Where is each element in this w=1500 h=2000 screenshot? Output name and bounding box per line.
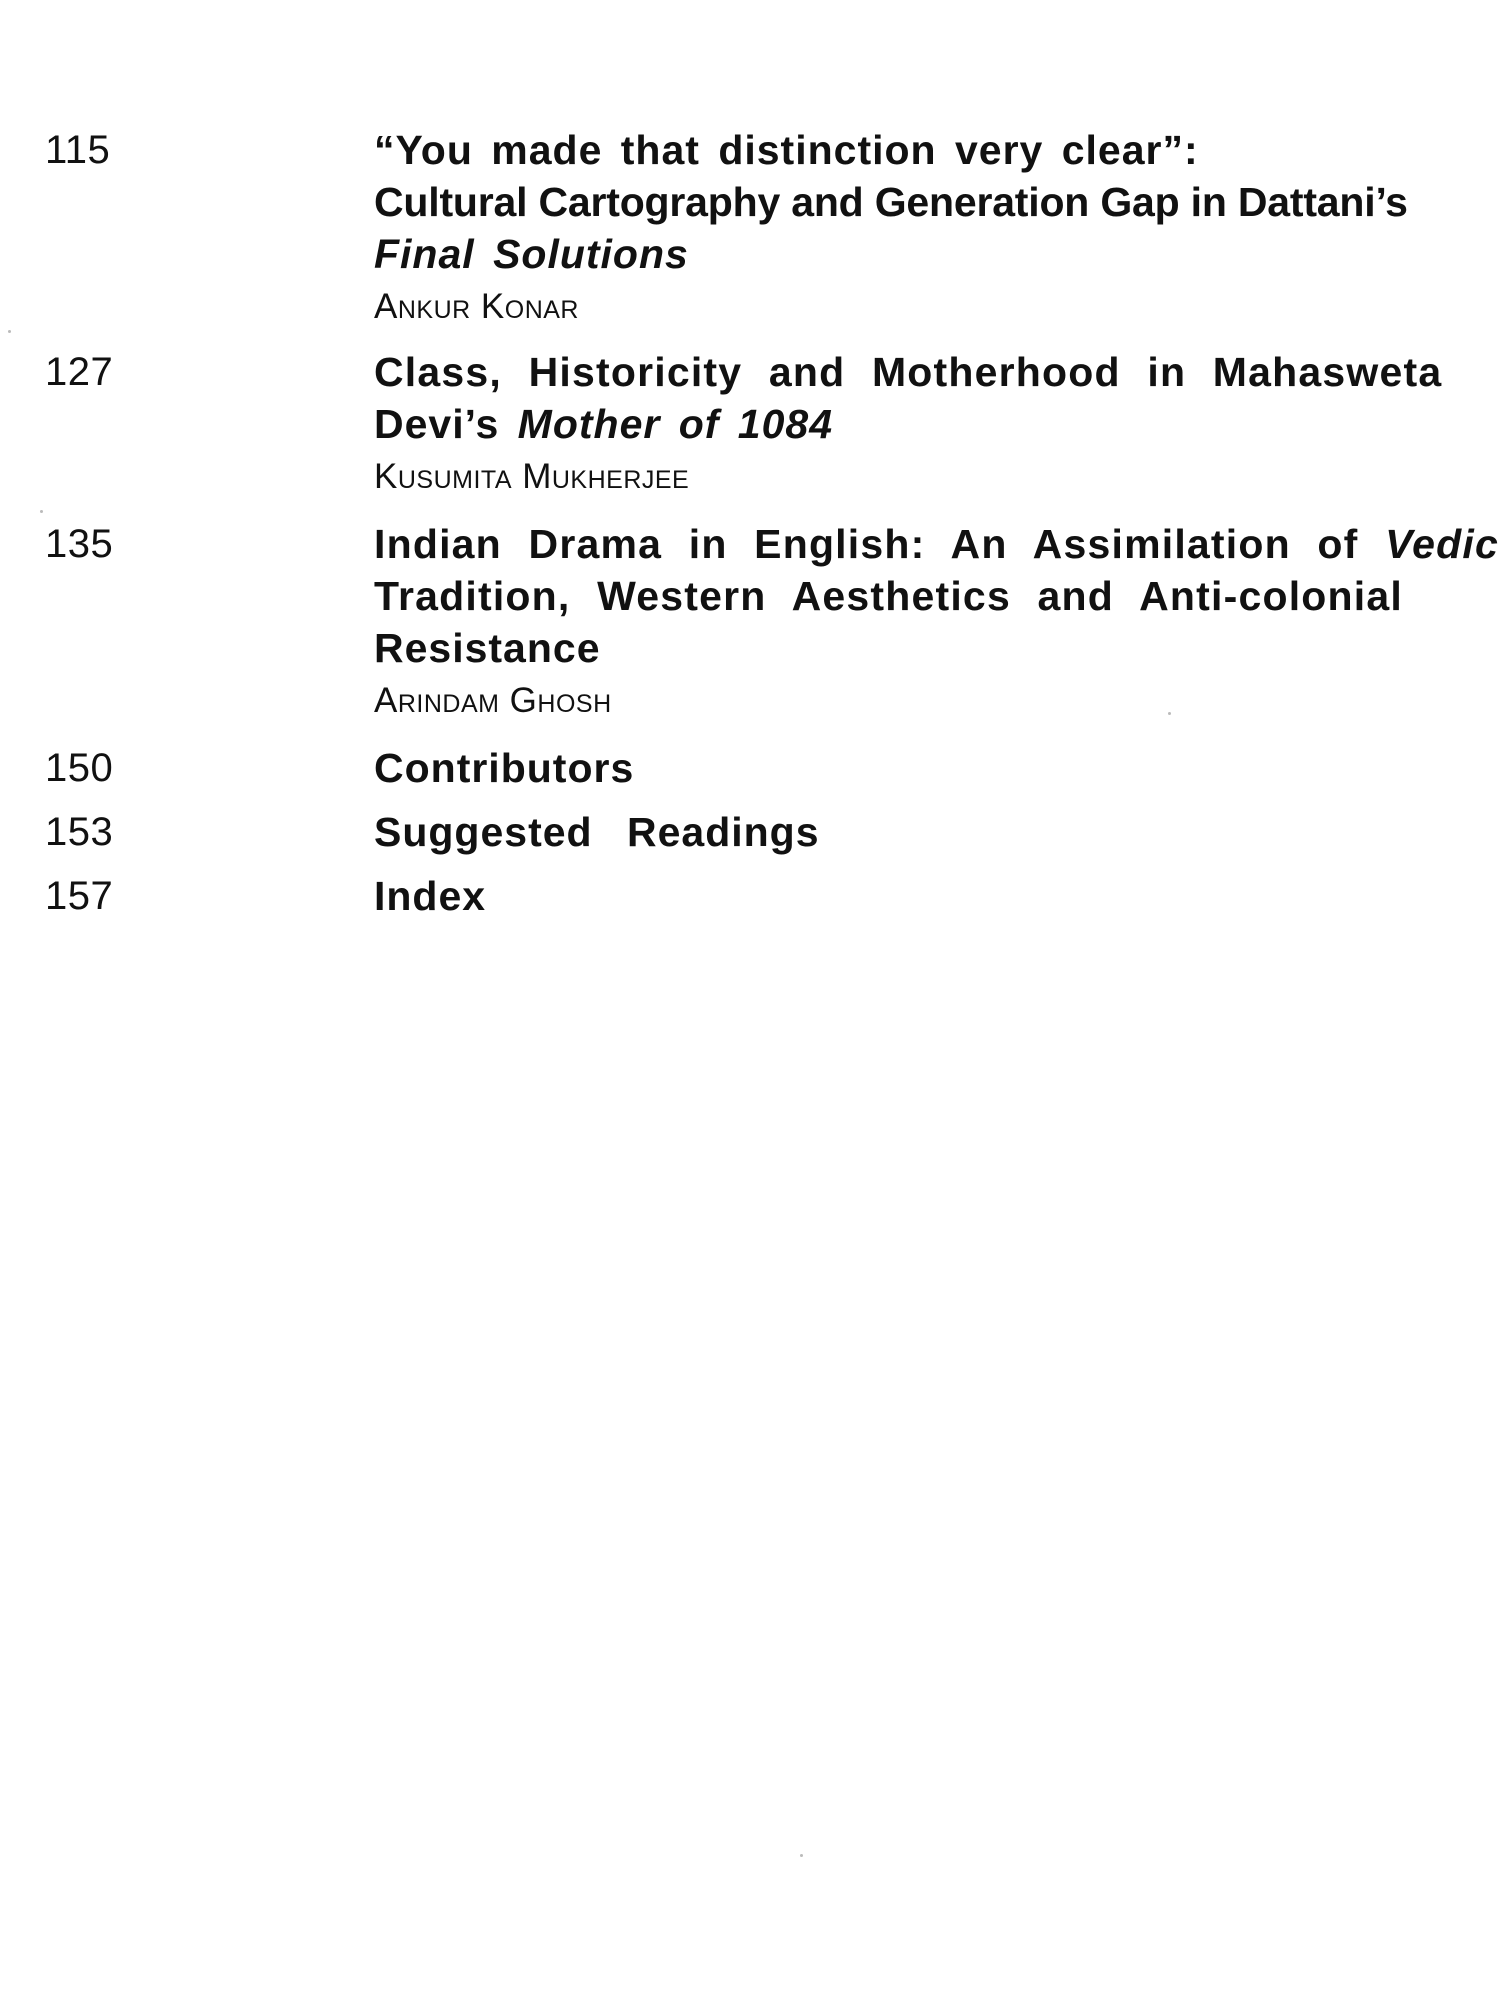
toc-entry-text — [374, 870, 1484, 922]
toc-entry-text — [374, 518, 1499, 728]
toc-title-line: Index — [374, 873, 487, 919]
toc-title-line: Suggested Readings — [374, 809, 820, 855]
toc-author: Kusumita Mukherjee — [374, 457, 690, 496]
toc-title-line: Class, Historicity and Motherhood in Mahasweta — [374, 349, 1443, 395]
scan-speck — [40, 510, 43, 513]
toc-page-number: 135 — [45, 522, 114, 566]
toc-page-number: 115 — [45, 128, 111, 172]
toc-title-line: “You made that distinction very clear”: — [374, 127, 1199, 173]
toc-page-number: 127 — [45, 350, 114, 394]
scan-speck — [8, 330, 11, 333]
toc-page-number: 157 — [45, 874, 114, 918]
toc-title-line: Resistance — [374, 625, 601, 671]
toc-entry-text — [374, 124, 1484, 334]
toc-title-line — [374, 518, 1499, 570]
toc-entry-text — [374, 346, 1484, 504]
toc-page-number: 153 — [45, 810, 114, 854]
scan-speck — [800, 1854, 803, 1857]
toc-title-italic: Vedic — [1385, 521, 1499, 567]
toc-title-text: Indian Drama in English: An Assimilation of — [374, 521, 1386, 567]
toc-author: Arindam Ghosh — [374, 681, 612, 720]
toc-title-italic: Final Solutions — [374, 231, 689, 277]
toc-title-line — [374, 228, 1484, 280]
toc-title-text: Devi’s — [374, 401, 518, 447]
scan-speck — [1168, 712, 1171, 715]
toc-title-line: Tradition, Western Aesthetics and Anti-colonial — [374, 573, 1403, 619]
toc-title-italic: Mother of 1084 — [517, 401, 834, 447]
toc-page-number: 150 — [45, 746, 114, 790]
toc-author: Ankur Konar — [374, 287, 579, 326]
toc-title-line: Cultural Cartography and Generation Gap in Dattani’s — [374, 179, 1408, 225]
toc-title-line — [374, 398, 1484, 450]
toc-entry-text — [374, 742, 1484, 794]
toc-title-line: Contributors — [374, 745, 635, 791]
toc-entry-text — [374, 806, 1484, 858]
